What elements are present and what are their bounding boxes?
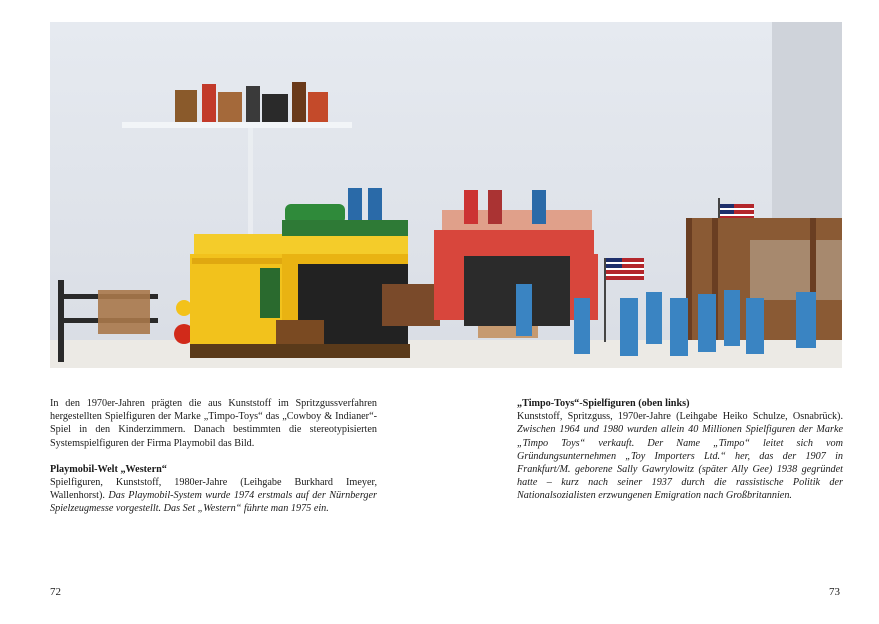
saloon-building bbox=[190, 188, 410, 358]
timpo-caption-description: Zwischen 1964 und 1980 wurden allein 40 Millionen Spielfiguren der Marke „Timpo Toys“ verkauft. Der Name „Timpo“ leitet sich vom Gründungsunternehmen „Toy Importers Ltd.“ her, das der 1907 in Frankfurt/M. geborene Sally Gawrylowitz (später Ally Gee) 1938 gegründet hatte – kurz nach seiner 1937 durch die rassistische Politik der Nationalsozialisten erzwungenen Emigration nach Großbritannien. bbox=[517, 424, 843, 502]
timpo-caption bbox=[517, 397, 843, 503]
playmobil-caption-title: Playmobil-Welt „Western“ bbox=[50, 463, 167, 475]
right-column-text bbox=[517, 397, 843, 503]
playmobil-caption-description: Das Playmobil-System wurde 1974 erstmals auf der Nürnberger Spielzeugmesse vorgestellt. Das Set „Western“ führte man 1975 ein. bbox=[50, 490, 377, 515]
page-number-right: 73 bbox=[829, 586, 840, 598]
western-toys-photo bbox=[50, 22, 842, 368]
playmobil-caption bbox=[50, 463, 377, 516]
intro-paragraph: In den 1970er-Jahren prägten die aus Kunststoff im Spritzgussverfahren hergestellten Spielfiguren der Marke „Timpo-Toys“ das „Cowboy & Indianer“-Spiel in den Kinderzimmern. Danach bestimmten die stereotypisierten Systemspielfiguren der Firma Playmobil das Bild. bbox=[50, 398, 377, 449]
playmobil-caption-meta: Spielfiguren, Kunststoff, 1980er-Jahre (Leihgabe Burkhard Imeyer, Wallenhorst). bbox=[50, 477, 377, 502]
left-column-text bbox=[50, 397, 377, 516]
timpo-caption-title: „Timpo-Toys“-Spielfiguren (oben links) bbox=[517, 398, 690, 409]
timpo-figures bbox=[175, 82, 328, 122]
timpo-caption-meta: Kunststoff, Spritzguss, 1970er-Jahre (Leihgabe Heiko Schulze, Osnabrück). bbox=[517, 411, 843, 423]
page-number-left: 72 bbox=[50, 586, 61, 598]
